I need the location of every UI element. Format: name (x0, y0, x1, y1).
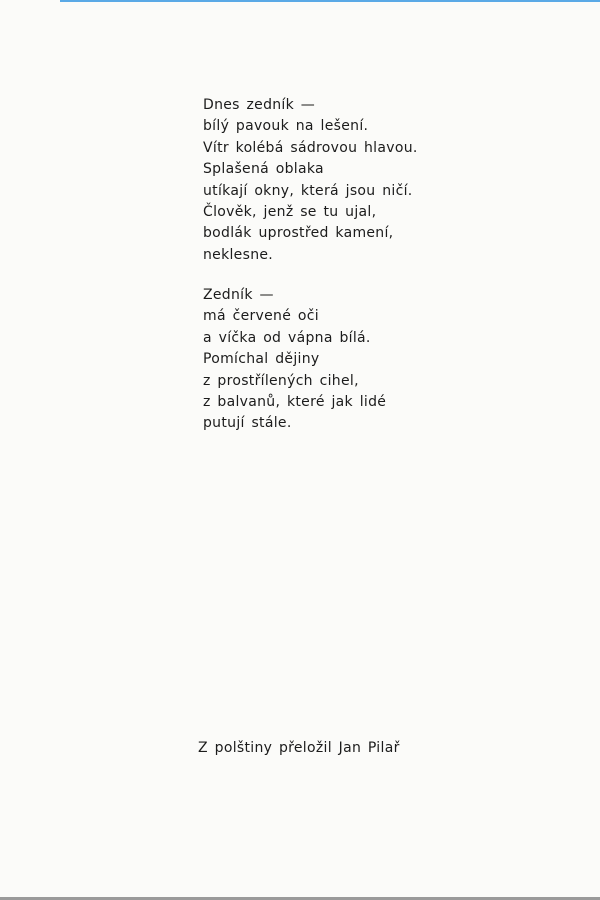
poem-stanza-1 (203, 95, 418, 266)
poem-line: putují stále. (203, 415, 292, 432)
poem-line: z prostřílených cihel, (203, 372, 359, 389)
poem-line: Pomíchal dějiny (203, 351, 320, 368)
poem-line: z balvanů, které jak lidé (203, 393, 387, 410)
poem-line: Dnes zedník — (203, 97, 316, 113)
poem-line: a víčka od vápna bílá. (203, 329, 371, 346)
poem-line: neklesne. (203, 246, 274, 263)
poem-line: Splašená oblaka (203, 161, 324, 178)
poem-line: má červené oči (203, 308, 319, 325)
poem-line: bodlák uprostřed kamení, (203, 225, 394, 242)
poem-line: Zedník — (203, 287, 274, 303)
poem-line: utíkají okny, která jsou ničí. (203, 182, 413, 199)
scan-edge-top (60, 0, 600, 2)
poem-line: Vítr kolébá sádrovou hlavou. (203, 139, 418, 156)
poem-line: bílý pavouk na lešení. (203, 118, 369, 135)
poem-line: Člověk, jenž se tu ujal, (203, 203, 377, 220)
poem-stanza-2 (203, 285, 386, 435)
translator-credit: Z polštiny přeložil Jan Pilař (198, 740, 400, 756)
